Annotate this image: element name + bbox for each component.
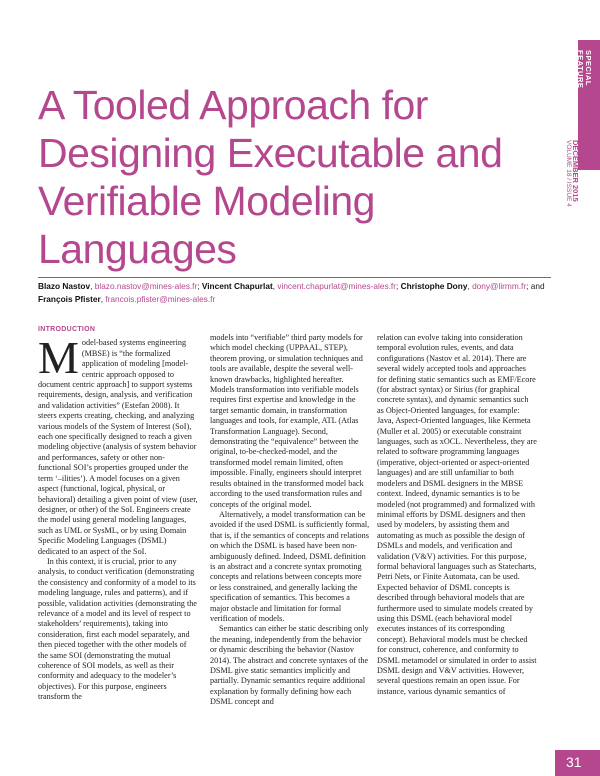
author-email-link[interactable]: francois.pfister@mines-ales.fr xyxy=(105,294,216,304)
author-name: François Pfister xyxy=(38,294,101,304)
author-email-link[interactable]: dony@lirmm.fr xyxy=(472,281,527,291)
body-column-3 xyxy=(377,333,537,697)
paragraph: Semantics can either be static describing only the meaning, independently from the behavior or dynamic describing the behavior (Nastov 2014). The abstract and concrete syntaxes of the DSML give static semantics implicitly and partially. Dynamic semantics require additional explanation by formally defining how each DSML concept and xyxy=(210,624,369,707)
issue-volume: VOLUME 18 / ISSUE 4 xyxy=(565,140,572,207)
paragraph xyxy=(38,332,198,557)
author-list: Blazo Nastov, blazo.nastov@mines-ales.fr; Vincent Chapurlat, vincent.chapurlat@mines-ales.fr; Christophe Dony, dony@lirmm.fr; and François Pfister, francois.pfister@mines-ales.fr xyxy=(38,281,545,304)
author-email-link[interactable]: blazo.nastov@mines-ales.fr xyxy=(94,281,198,291)
article-title: A Tooled Approach for Designing Executable and Verifiable Modeling Languages xyxy=(38,82,503,273)
author-email-link[interactable]: vincent.chapurlat@mines-ales.fr xyxy=(277,281,396,291)
paragraph-text: odel-based systems engineering (MBSE) is “the formalized application of modeling [model-centric approach opposed to document centric approach] to support systems requirements, design, analysis, and verification and validation activities” (Estefan 2008). It steers experts creating, checking, and analyzing various models of the System of Interest (SoI), each one specifically designed to reach a given modeling objective (analysis of system behavior and performances, safety or other non-functional SOI’s properties grouped under the term ‘–ilities’). A model focuses on a given aspect (functional, logical, physical, or behavioral) detailing a given point of view (user, designer, or other) of the SoI. Engineers create the model using general modeling languages, such as UML or SysML, or by using Domain Specific Modeling Languages (DSML) dedicated to an aspect of the SoI. xyxy=(38,338,198,556)
paragraph: In this context, it is crucial, prior to any analysis, to conduct verification (demonstrating the consistency and conformity of a model to its modeling language, rules and patterns), and if possible, validation activities (demonstrating the relevance of a model and its level of respect to stakeholders’ requirements), taking into consideration, first each model separately, and then pieced together with the other models of the same SOI (demonstrating the mutual coherence of SOI models, as well as their conformity and adequacy to the modeler’s objectives). For this purpose, engineers transform the xyxy=(38,556,197,702)
author-name: Christophe Dony xyxy=(400,281,468,291)
page-number: 31 xyxy=(566,754,582,770)
section-label-line1: SPECIAL xyxy=(584,50,593,87)
section-label xyxy=(576,50,592,88)
issue-date: DECEMBER 2015 xyxy=(571,140,580,202)
title-divider xyxy=(38,277,551,278)
paragraph: relation can evolve taking into consideration temporal evolution rules, events, and data configurations (Nastov et al. 2014). There are several widely accepted tools and approaches for defining static semantics such as EMF/Ecore (for abstract syntax) or Sirius (for graphical concrete syntax), and dynamic semantics such as Object-Oriented languages, for example: Java, Aspect-Oriented languages, like Kermeta (Muller et al. 2005) or executable constraint languages, such as xOCL. Nevertheless, they are related to software programming languages (imperative, object-oriented or aspect-oriented languages) and are still unfamiliar to both modelers and DSML designers in the MBSE context. Indeed, dynamic semantics is to be modeled (not programmed) and formalized with minimal efforts by DSML designers and then used by modelers, by assisting them and automating as much as possible the design of DSMLs and models, and verification and validation (V&V) activities. For this purpose, formal behavioral languages such as Statecharts, Petri Nets, or Finite Automata, can be used. Expected behavior of DSML concepts is described through behavioral models that are furthermore used to simulate models created by using this DSML (each behavioral model executes instances of its corresponding concept). Behavioral models must be checked for construct, coherence, and conformity to DSML metamodel or simulated in order to assist DSML design and V&V activities. However, several questions remain an open issue. For instance, various dynamic semantics of xyxy=(377,333,537,696)
author-name: Vincent Chapurlat xyxy=(201,281,273,291)
paragraph: models into “verifiable” third party models for which model checking (UPPAAL, STEP), theorem proving, or simulation techniques and tools are available, despite the several well-known drawbacks, highlighted hereafter. Models transformation into verifiable models requires first expertise and knowledge in the target semantic domain, in transformation languages and tools, for example, ATL (Atlas Transformation Language). Second, demonstrating the “equivalence” between the original, to-be-checked-model, and the transformed model remain limited, often impossible. Finally, engineers should interpret results obtained in the transformed model back according to the used transformation rules and concepts of the original model. xyxy=(210,333,364,509)
paragraph: Alternatively, a model transformation can be avoided if the used DSML is sufficiently formal, that is, if the semantics of concepts and relations on which the DSML is based have been non-ambiguously defined. Indeed, DSML definition is an abstract and a concrete syntax promoting concepts and relations between concepts more or less constrained, and generally lacking the specification of semantics. This becomes a major obstacle and limitation for formal verification of models. xyxy=(210,509,370,623)
body-column-1 xyxy=(38,325,198,703)
section-heading: INTRODUCTION xyxy=(38,326,96,333)
body-column-2 xyxy=(210,333,370,708)
section-label-line2: FEATURE xyxy=(576,50,585,89)
author-name: Blazo Nastov xyxy=(38,281,91,291)
drop-cap: M xyxy=(38,332,79,384)
